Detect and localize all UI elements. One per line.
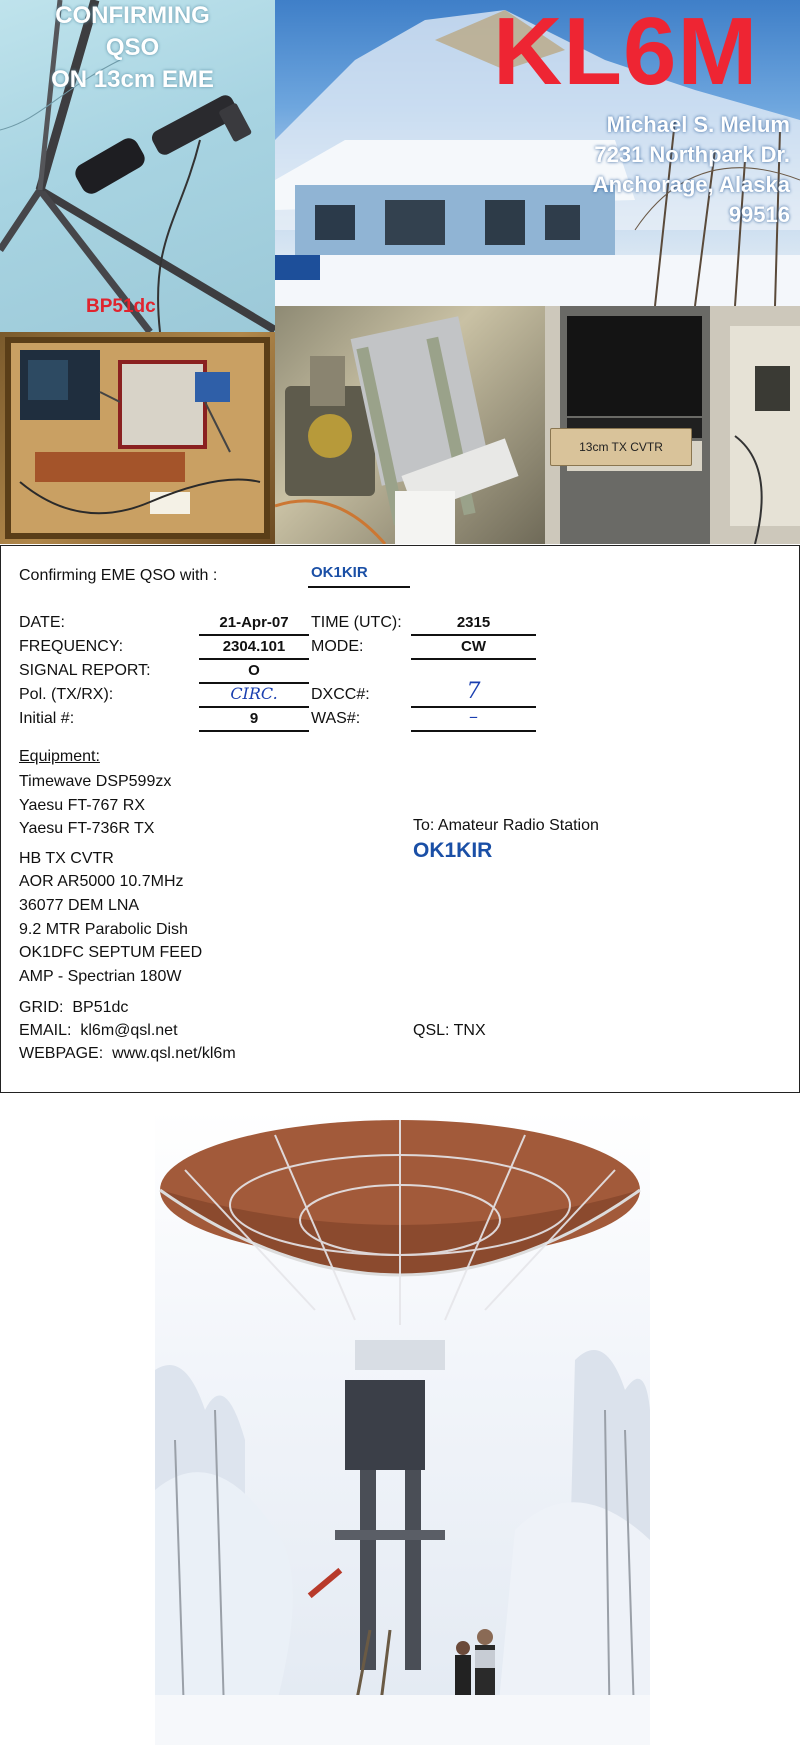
equipment-item: AMP - Spectrian 180W — [19, 967, 182, 985]
feed-hardware-photo — [275, 306, 545, 544]
was-label: WAS#: — [311, 710, 361, 727]
initial-label: Initial #: — [19, 710, 75, 727]
initial-value: 9 — [249, 710, 259, 727]
date-value: 21-Apr-07 — [219, 614, 289, 631]
equipment-item: 9.2 MTR Parabolic Dish — [19, 920, 188, 938]
grid-label: GRID: — [19, 999, 64, 1016]
signal-report-value: O — [248, 662, 260, 679]
to-station-label: To: Amateur Radio Station — [413, 817, 599, 834]
transverter-rack-photo — [545, 306, 800, 544]
equipment-item: HB TX CVTR — [19, 849, 114, 867]
grid-locator-red: BP51dc — [86, 296, 156, 317]
underline — [411, 730, 536, 732]
mode-label: MODE: — [311, 638, 364, 655]
confirm-line: ON 13cm EME — [51, 66, 214, 93]
equipment-heading: Equipment: — [19, 748, 100, 765]
grid-value: BP51dc — [72, 999, 129, 1016]
equipment-item: 36077 DEM LNA — [19, 896, 140, 914]
equipment-item: Yaesu FT-767 RX — [19, 796, 145, 814]
webpage-label: WEBPAGE: — [19, 1045, 104, 1062]
address-block — [470, 110, 790, 230]
date-label: DATE: — [19, 614, 65, 631]
equipment-item: Yaesu FT-736R TX — [19, 820, 155, 838]
confirm-line: CONFIRMING — [55, 2, 210, 29]
parabolic-dish-photo — [155, 1110, 650, 1745]
webpage-value: www.qsl.net/kl6m — [112, 1045, 236, 1062]
was-value: – — [469, 706, 478, 727]
confirming-label: Confirming EME QSO with : — [19, 567, 218, 584]
signal-report-label: SIGNAL REPORT: — [19, 662, 151, 679]
email-label: EMAIL: — [19, 1022, 72, 1039]
equipment-item: OK1DFC SEPTUM FEED — [19, 944, 203, 962]
confirming-banner — [35, 0, 230, 96]
equipment-list — [19, 770, 202, 988]
street-address: 7231 Northpark Dr. — [594, 142, 790, 167]
polarization-value: CIRC. — [230, 684, 278, 703]
frequency-value: 2304.101 — [222, 638, 286, 655]
feed-hardware-illustration — [275, 306, 545, 544]
equipment-item: AOR AR5000 10.7MHz — [19, 873, 184, 891]
operator-name: Michael S. Melum — [606, 112, 790, 137]
confirm-line: QSO — [105, 34, 160, 61]
underline — [199, 730, 309, 732]
to-station-callsign: OK1KIR — [413, 839, 493, 862]
frequency-label: FREQUENCY: — [19, 638, 124, 655]
grid-row — [19, 999, 128, 1017]
city-state: Anchorage, Alaska — [592, 172, 790, 197]
rack-illustration — [545, 306, 800, 544]
time-value: 2315 — [456, 614, 491, 631]
email-row — [19, 1022, 178, 1040]
feed-antenna-photo — [0, 0, 275, 332]
qsl-tnx: QSL: TNX — [413, 1022, 486, 1039]
webpage-row — [19, 1045, 236, 1063]
underline — [411, 634, 536, 636]
polarization-label: Pol. (TX/RX): — [19, 686, 114, 703]
underline — [199, 634, 309, 636]
mode-value: CW — [461, 638, 486, 655]
email-value: kl6m@qsl.net — [80, 1022, 178, 1039]
time-label: TIME (UTC): — [311, 614, 402, 631]
equipment-box-illustration — [0, 332, 275, 544]
underline — [308, 586, 410, 588]
underline — [411, 658, 536, 660]
callsign-header: KL6M — [493, 0, 759, 105]
confirming-callsign: OK1KIR — [311, 564, 368, 581]
qsl-card-form — [0, 545, 800, 1093]
house-photo — [275, 0, 800, 306]
zip-code: 99516 — [728, 202, 790, 227]
equipment-box-photo — [0, 332, 275, 544]
tx-cvtr-label: 13cm TX CVTR — [550, 428, 692, 466]
dxcc-value: 7 — [466, 679, 481, 704]
dish-illustration — [155, 1110, 650, 1745]
dxcc-label: DXCC#: — [311, 686, 370, 703]
equipment-item: Timewave DSP599zx — [19, 773, 172, 790]
underline — [199, 658, 309, 660]
underline — [199, 706, 309, 708]
